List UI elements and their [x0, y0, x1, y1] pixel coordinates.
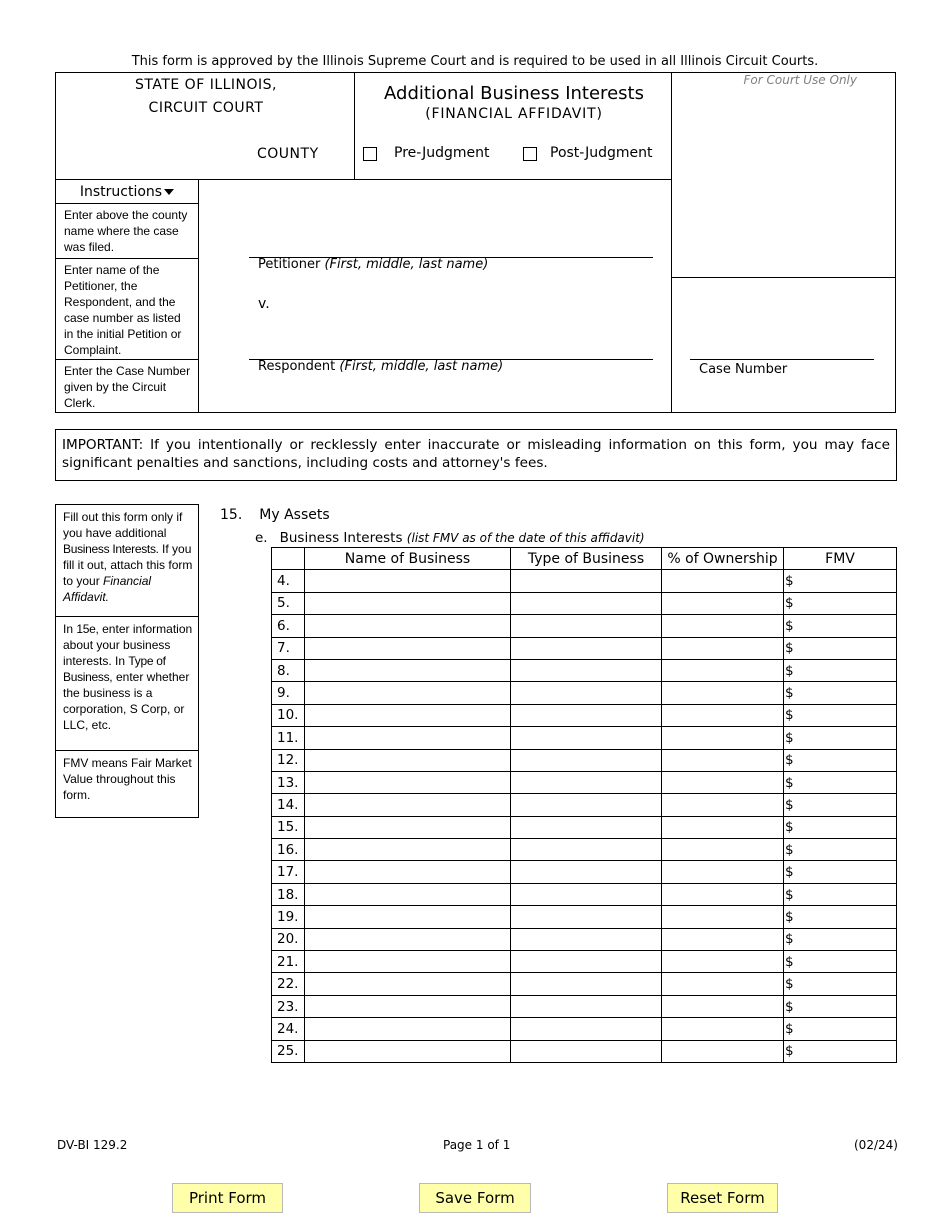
table-row — [272, 906, 897, 928]
ownership-cell[interactable] — [662, 771, 784, 793]
business-name-cell[interactable] — [305, 951, 511, 973]
table-header-row — [272, 548, 897, 570]
business-type-cell[interactable] — [511, 861, 662, 883]
row-number: 15. — [272, 816, 305, 838]
fmv-cell[interactable]: $ — [784, 1018, 897, 1040]
pre-judgment-label: Pre-Judgment — [394, 145, 490, 161]
business-name-cell[interactable] — [305, 816, 511, 838]
table-row — [272, 659, 897, 681]
business-type-cell[interactable] — [511, 883, 662, 905]
table-row — [272, 928, 897, 950]
petitioner-hint: (First, middle, last name) — [324, 257, 489, 272]
row-number: 12. — [272, 749, 305, 771]
form-version: (02/24) — [854, 1138, 898, 1152]
table-row — [272, 637, 897, 659]
fmv-header: FMV — [784, 548, 897, 570]
fmv-cell[interactable]: $ — [784, 995, 897, 1017]
ownership-cell[interactable] — [662, 995, 784, 1017]
table-row — [272, 794, 897, 816]
business-type-cell[interactable] — [511, 1018, 662, 1040]
county-label: COUNTY — [257, 146, 319, 162]
business-type-cell[interactable] — [511, 615, 662, 637]
business-name-cell[interactable] — [305, 861, 511, 883]
fmv-cell[interactable]: $ — [784, 973, 897, 995]
fmv-cell[interactable]: $ — [784, 794, 897, 816]
business-type-cell[interactable] — [511, 951, 662, 973]
business-name-cell[interactable] — [305, 995, 511, 1017]
business-name-cell[interactable] — [305, 1018, 511, 1040]
table-row — [272, 995, 897, 1017]
fmv-cell[interactable]: $ — [784, 749, 897, 771]
table-row — [272, 592, 897, 614]
business-name-cell[interactable] — [305, 883, 511, 905]
table-row — [272, 704, 897, 726]
business-name-cell[interactable] — [305, 570, 511, 592]
fmv-cell[interactable]: $ — [784, 704, 897, 726]
business-name-cell[interactable] — [305, 839, 511, 861]
business-name-cell[interactable] — [305, 928, 511, 950]
subsection-title: Business Interests — [279, 530, 403, 546]
page-number: Page 1 of 1 — [443, 1138, 511, 1152]
ownership-cell[interactable] — [662, 659, 784, 681]
form-title-box — [354, 72, 672, 180]
ownership-cell[interactable] — [662, 704, 784, 726]
business-type-cell[interactable] — [511, 592, 662, 614]
business-type-cell[interactable] — [511, 794, 662, 816]
ownership-cell[interactable] — [662, 951, 784, 973]
table-row — [272, 861, 897, 883]
ownership-cell[interactable] — [662, 615, 784, 637]
row-number: 8. — [272, 659, 305, 681]
circuit-court-label: CIRCUIT COURT — [148, 100, 264, 116]
business-name-cell[interactable] — [305, 682, 511, 704]
print-form-button[interactable]: Print Form — [172, 1183, 283, 1213]
court-jurisdiction-box — [55, 72, 355, 180]
business-type-cell[interactable] — [511, 570, 662, 592]
fmv-cell[interactable]: $ — [784, 1040, 897, 1062]
business-type-cell[interactable] — [511, 637, 662, 659]
row-number: 10. — [272, 704, 305, 726]
name-of-business-header: Name of Business — [305, 548, 511, 570]
ownership-cell[interactable] — [662, 861, 784, 883]
table-row — [272, 951, 897, 973]
ownership-cell[interactable] — [662, 749, 784, 771]
fmv-cell[interactable]: $ — [784, 906, 897, 928]
row-number: 7. — [272, 637, 305, 659]
ownership-cell[interactable] — [662, 973, 784, 995]
row-number: 25. — [272, 1040, 305, 1062]
section-number: 15. — [220, 507, 243, 523]
business-type-cell[interactable] — [511, 771, 662, 793]
type-of-business-header: Type of Business — [511, 548, 662, 570]
business-name-cell[interactable] — [305, 704, 511, 726]
respondent-hint: (First, middle, last name) — [339, 359, 504, 374]
row-number: 5. — [272, 592, 305, 614]
row-number: 18. — [272, 883, 305, 905]
table-row — [272, 1040, 897, 1062]
row-number: 9. — [272, 682, 305, 704]
side-instruction-15e: In 15e, enter information about your business interests. In Type of Business, enter whether the business is a corporation, S Corp, or LLC, etc. — [55, 616, 199, 751]
instructions-title: Instructions — [79, 184, 163, 200]
case-number-label: Case Number — [699, 362, 788, 377]
fmv-cell[interactable]: $ — [784, 816, 897, 838]
subsection-letter: e. — [255, 530, 268, 546]
instructions-header[interactable] — [55, 180, 199, 204]
fmv-cell[interactable]: $ — [784, 637, 897, 659]
reset-form-button[interactable]: Reset Form — [667, 1183, 778, 1213]
business-name-cell[interactable] — [305, 973, 511, 995]
ownership-cell[interactable] — [662, 570, 784, 592]
table-row — [272, 682, 897, 704]
fmv-cell[interactable]: $ — [784, 861, 897, 883]
ownership-cell[interactable] — [662, 592, 784, 614]
row-number: 6. — [272, 615, 305, 637]
row-number: 23. — [272, 995, 305, 1017]
section-title: My Assets — [259, 507, 330, 523]
subsection-heading — [255, 530, 645, 546]
fmv-cell[interactable]: $ — [784, 570, 897, 592]
business-name-cell[interactable] — [305, 637, 511, 659]
fmv-cell[interactable]: $ — [784, 951, 897, 973]
ownership-cell[interactable] — [662, 883, 784, 905]
business-type-cell[interactable] — [511, 749, 662, 771]
instruction-case-number: Enter the Case Number given by the Circuit Clerk. — [55, 360, 199, 413]
ownership-cell[interactable] — [662, 928, 784, 950]
post-judgment-checkbox[interactable] — [523, 147, 537, 161]
approval-notice: This form is approved by the Illinois Supreme Court and is required to be used in all Illinois Circuit Courts. — [131, 54, 819, 69]
caret-down-icon — [164, 189, 174, 195]
business-type-cell[interactable] — [511, 659, 662, 681]
row-number-header — [272, 548, 305, 570]
business-name-cell[interactable] — [305, 906, 511, 928]
instruction-county: Enter above the county name where the case was filed. — [55, 204, 199, 259]
court-use-label: For Court Use Only — [743, 73, 857, 87]
business-type-cell[interactable] — [511, 973, 662, 995]
business-type-cell[interactable] — [511, 682, 662, 704]
business-type-cell[interactable] — [511, 928, 662, 950]
ownership-header: % of Ownership — [662, 548, 784, 570]
respondent-label: Respondent (First, middle, last name) — [258, 359, 504, 374]
fmv-cell[interactable]: $ — [784, 592, 897, 614]
subsection-hint: (list FMV as of the date of this affidavit) — [406, 531, 645, 545]
fmv-cell[interactable]: $ — [784, 727, 897, 749]
petitioner-label: Petitioner (First, middle, last name) — [258, 257, 489, 272]
fmv-cell[interactable]: $ — [784, 928, 897, 950]
business-type-cell[interactable] — [511, 727, 662, 749]
table-row — [272, 570, 897, 592]
row-number: 17. — [272, 861, 305, 883]
parties-box — [199, 180, 672, 413]
fmv-cell[interactable]: $ — [784, 682, 897, 704]
fmv-cell[interactable]: $ — [784, 771, 897, 793]
ownership-cell[interactable] — [662, 727, 784, 749]
fmv-cell[interactable]: $ — [784, 839, 897, 861]
court-use-box — [671, 72, 896, 278]
ownership-cell[interactable] — [662, 637, 784, 659]
table-row — [272, 973, 897, 995]
ownership-cell[interactable] — [662, 794, 784, 816]
state-label: STATE OF ILLINOIS, — [134, 77, 278, 93]
business-name-cell[interactable] — [305, 615, 511, 637]
fmv-cell[interactable]: $ — [784, 883, 897, 905]
business-name-cell[interactable] — [305, 1040, 511, 1062]
ownership-cell[interactable] — [662, 1040, 784, 1062]
case-number-field[interactable] — [690, 359, 874, 360]
side-instruction-fmv: FMV means Fair Market Value throughout this form. — [55, 750, 199, 818]
important-notice: IMPORTANT: If you intentionally or recklessly enter inaccurate or misleading information on this form, you may face significant penalties and sanctions, including costs and attorney's fees. — [55, 429, 897, 481]
row-number: 16. — [272, 839, 305, 861]
case-number-box — [671, 277, 896, 413]
ownership-cell[interactable] — [662, 906, 784, 928]
row-number: 13. — [272, 771, 305, 793]
save-form-button[interactable]: Save Form — [419, 1183, 531, 1213]
row-number: 22. — [272, 973, 305, 995]
row-number: 20. — [272, 928, 305, 950]
table-row — [272, 749, 897, 771]
business-type-cell[interactable] — [511, 816, 662, 838]
form-title: Additional Business Interests — [384, 83, 644, 104]
business-name-cell[interactable] — [305, 771, 511, 793]
business-interests-table — [271, 547, 897, 1063]
table-row — [272, 727, 897, 749]
section-heading — [220, 507, 330, 523]
business-type-cell[interactable] — [511, 704, 662, 726]
table-row — [272, 1018, 897, 1040]
versus-label: v. — [258, 296, 270, 312]
table-row — [272, 883, 897, 905]
row-number: 4. — [272, 570, 305, 592]
ownership-cell[interactable] — [662, 839, 784, 861]
ownership-cell[interactable] — [662, 816, 784, 838]
ownership-cell[interactable] — [662, 1018, 784, 1040]
business-name-cell[interactable] — [305, 659, 511, 681]
business-name-cell[interactable] — [305, 727, 511, 749]
table-row — [272, 816, 897, 838]
business-type-cell[interactable] — [511, 1040, 662, 1062]
row-number: 24. — [272, 1018, 305, 1040]
ownership-cell[interactable] — [662, 682, 784, 704]
post-judgment-label: Post-Judgment — [550, 145, 653, 161]
form-id: DV-BI 129.2 — [57, 1138, 128, 1152]
row-number: 21. — [272, 951, 305, 973]
fmv-cell[interactable]: $ — [784, 659, 897, 681]
table-row — [272, 615, 897, 637]
row-number: 14. — [272, 794, 305, 816]
pre-judgment-checkbox[interactable] — [363, 147, 377, 161]
side-instruction-fill-out: Fill out this form only if you have additional Business Interests. If you fill it out, attach this form to your Financial Affidavit. — [55, 504, 199, 617]
business-type-cell[interactable] — [511, 906, 662, 928]
business-type-cell[interactable] — [511, 839, 662, 861]
instruction-parties: Enter name of the Petitioner, the Respondent, and the case number as listed in the initial Petition or Complaint. — [55, 259, 199, 360]
form-subtitle: (FINANCIAL AFFIDAVIT) — [425, 106, 603, 122]
fmv-cell[interactable]: $ — [784, 615, 897, 637]
business-name-cell[interactable] — [305, 794, 511, 816]
business-type-cell[interactable] — [511, 995, 662, 1017]
table-row — [272, 771, 897, 793]
table-row — [272, 839, 897, 861]
row-number: 11. — [272, 727, 305, 749]
business-name-cell[interactable] — [305, 592, 511, 614]
business-name-cell[interactable] — [305, 749, 511, 771]
row-number: 19. — [272, 906, 305, 928]
